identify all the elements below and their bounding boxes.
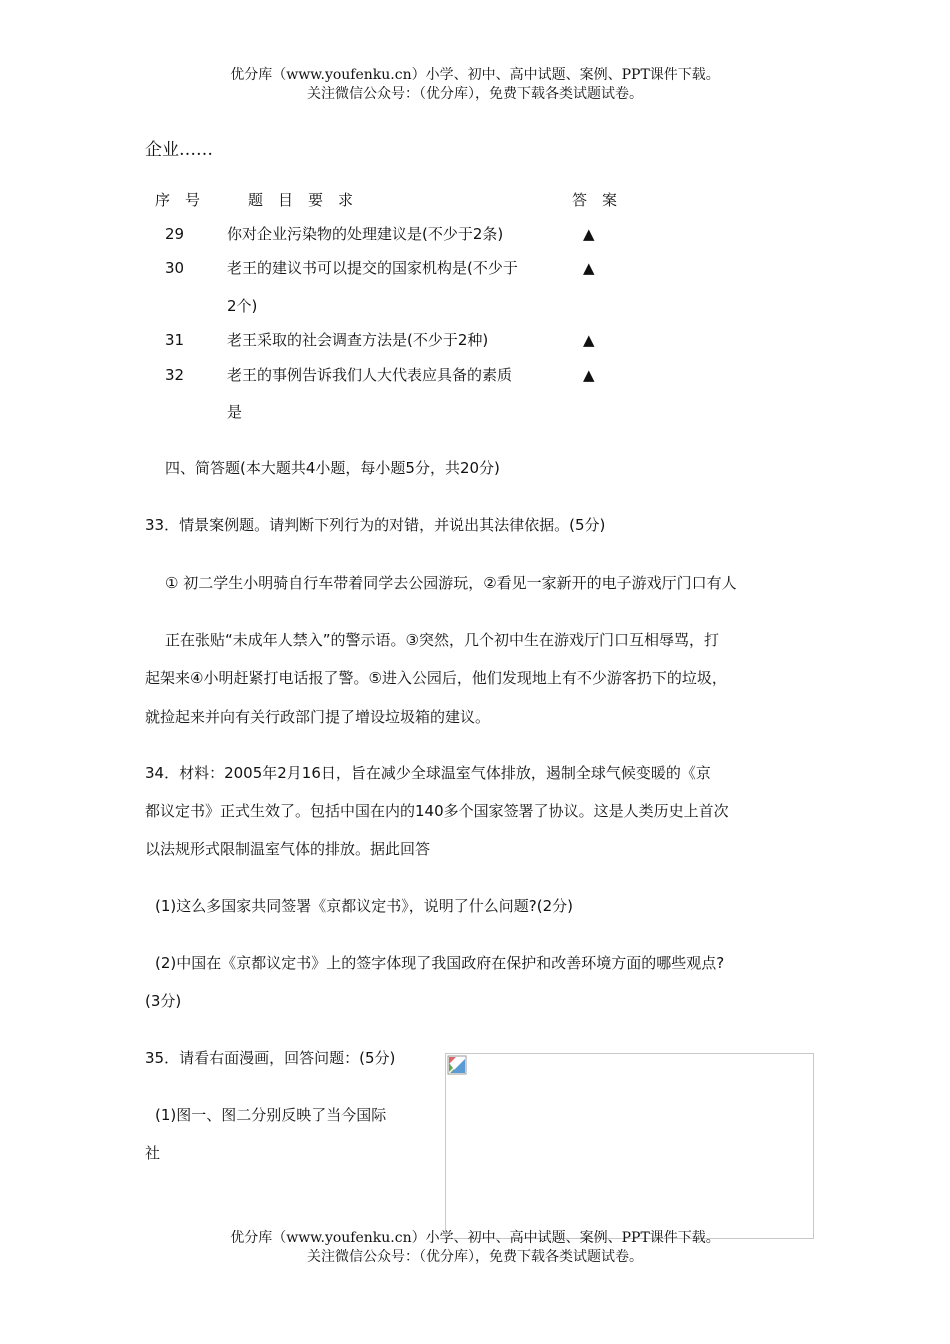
row-number: 30 <box>165 259 185 277</box>
footer-line-2: 关注微信公众号：（优分库），免费下载各类试题试卷。 <box>307 1249 643 1265</box>
answer-triangle-icon: ▲ <box>583 366 595 384</box>
page-footer <box>0 1229 950 1267</box>
q34-subquestion-2: (2)中国在《京都议定书》上的签字体现了我国政府在保护和改善环境方面的哪些观点? <box>155 954 725 972</box>
col-header-number: 序 号 <box>155 191 201 209</box>
q35-subquestion-1-continued: 社 <box>145 1144 161 1162</box>
q33-paragraph-line: ① 初二学生小明骑自行车带着同学去公园游玩，②看见一家新开的电子游戏厅门口有人 <box>165 574 737 592</box>
q34-subquestion-1: (1)这么多国家共同签署《京都议定书》，说明了什么问题?(2分) <box>155 897 573 915</box>
q34-paragraph-line: 以法规形式限制温室气体的排放。据此回答 <box>145 840 431 858</box>
question-35-title: 35．请看右面漫画，回答问题：(5分) <box>145 1049 396 1067</box>
answer-triangle-icon: ▲ <box>583 225 595 243</box>
col-header-requirement: 题 目 要 求 <box>248 191 354 209</box>
broken-image-icon <box>447 1055 467 1075</box>
row-requirement: 你对企业污染物的处理建议是(不少于2条) <box>227 225 504 243</box>
q34-subquestion-2-continued: (3分) <box>145 992 182 1010</box>
page-header <box>0 66 950 104</box>
q34-paragraph-line: 都议定书》正式生效了。包括中国在内的140多个国家签署了协议。这是人类历史上首次 <box>145 802 729 820</box>
answer-triangle-icon: ▲ <box>583 331 595 349</box>
row-requirement: 老王的事例告诉我们人大代表应具备的素质 <box>227 366 513 384</box>
answer-triangle-icon: ▲ <box>583 259 595 277</box>
intro-fragment: 企业…… <box>145 140 213 160</box>
cartoon-image <box>445 1053 814 1239</box>
q34-paragraph-line: 34．材料：2005年2月16日，旨在减少全球温室气体排放，遏制全球气候变暖的《京 <box>145 764 711 782</box>
row-number: 32 <box>165 366 185 384</box>
row-requirement: 老王的建议书可以提交的国家机构是(不少于 <box>227 259 518 277</box>
q33-paragraph-line: 正在张贴“未成年人禁入”的警示语。③突然，几个初中生在游戏厅门口互相辱骂，打 <box>165 631 719 649</box>
footer-line-1: 优分库（www.youfenku.cn）小学、初中、高中试题、案例、PPT课件下载。 <box>230 1230 720 1246</box>
header-line-2: 关注微信公众号：（优分库），免费下载各类试题试卷。 <box>307 86 643 102</box>
row-requirement-continued: 是 <box>227 403 243 421</box>
row-requirement: 老王采取的社会调查方法是(不少于2种) <box>227 331 489 349</box>
row-requirement-continued: 2个) <box>227 297 258 315</box>
header-line-1: 优分库（www.youfenku.cn）小学、初中、高中试题、案例、PPT课件下载。 <box>230 67 720 83</box>
q35-subquestion-1: (1)图一、图二分别反映了当今国际 <box>155 1106 387 1124</box>
question-33-title: 33．情景案例题。请判断下列行为的对错，并说出其法律依据。(5分) <box>145 516 606 534</box>
q33-paragraph-line: 就捡起来并向有关行政部门提了增设垃圾箱的建议。 <box>145 708 491 726</box>
row-number: 31 <box>165 331 185 349</box>
col-header-answer: 答 案 <box>572 191 618 209</box>
section-heading: 四、简答题(本大题共4小题，每小题5分，共20分) <box>165 459 500 477</box>
q33-paragraph-line: 起架来④小明赶紧打电话报了警。⑤进入公园后，他们发现地上有不少游客扔下的垃圾， <box>145 669 727 687</box>
row-number: 29 <box>165 225 185 243</box>
